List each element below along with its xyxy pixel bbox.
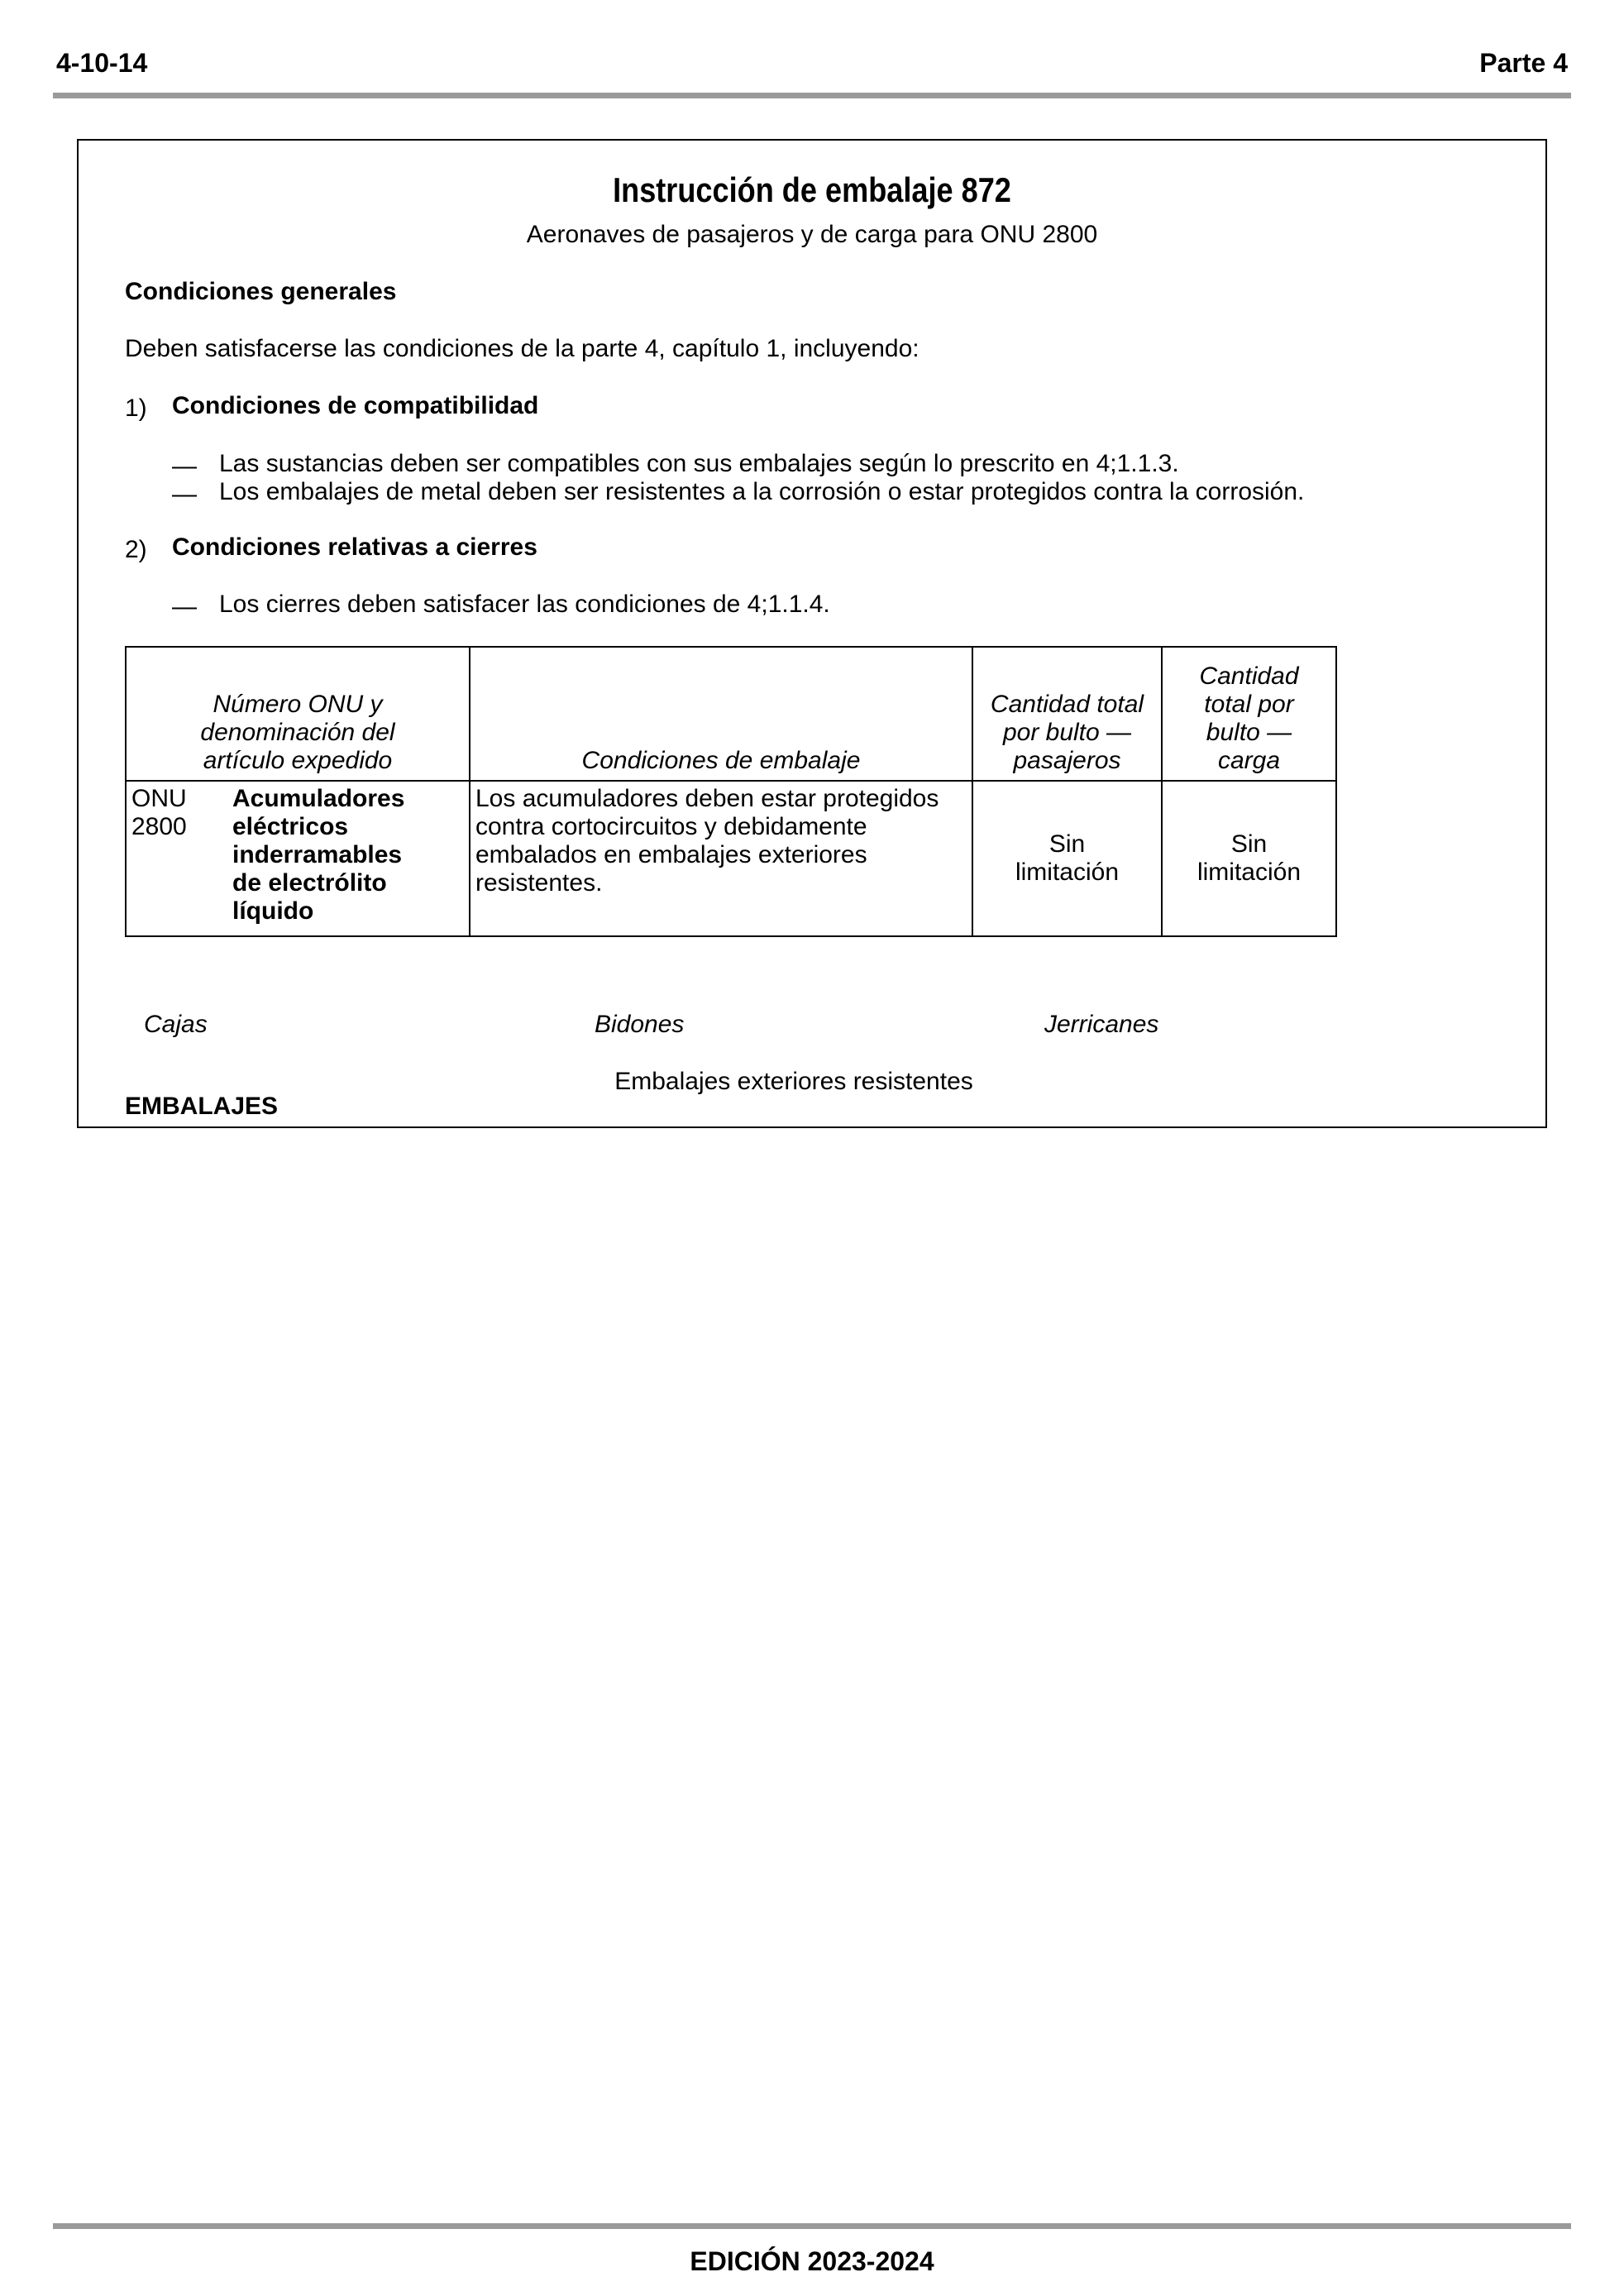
header-qty-cargo: Cantidad total por bulto — carga bbox=[1162, 647, 1336, 781]
section-1-heading: Condiciones de compatibilidad bbox=[172, 392, 539, 419]
packaging-jerricans: Jerricanes bbox=[1044, 1011, 1159, 1038]
packing-instruction-box bbox=[77, 139, 1547, 1128]
qty-passenger: Sin limitación bbox=[972, 781, 1162, 936]
general-conditions-heading: Condiciones generales bbox=[125, 278, 397, 305]
header-qty-passenger: Cantidad total por bulto — pasajeros bbox=[972, 647, 1162, 781]
qty-cargo: Sin limitación bbox=[1162, 781, 1336, 936]
packaging-drums: Bidones bbox=[595, 1011, 685, 1038]
section-1-item-2: Los embalajes de metal deben ser resistentes a la corrosión o estar protegidos contra la corrosión. bbox=[219, 478, 1305, 505]
article-name: Acumuladores eléctricos inderramables de electrólito líquido bbox=[232, 785, 405, 925]
packing-conditions-text: Los acumuladores deben estar protegidos contra cortocircuitos y debidamente embalados en embalajes exteriores resistentes. bbox=[470, 781, 972, 936]
section-1-item-1: Las sustancias deben ser compatibles con sus embalajes según lo prescrito en 4;1.1.3. bbox=[219, 450, 1179, 477]
section-2-dash-1: — bbox=[172, 593, 197, 620]
packaging-boxes: Cajas bbox=[144, 1011, 208, 1038]
general-conditions-intro: Deben satisfacerse las condiciones de la parte 4, capítulo 1, incluyendo: bbox=[125, 335, 919, 362]
part-label: Parte 4 bbox=[1479, 48, 1568, 78]
instruction-title: Instrucción de embalaje 872 bbox=[613, 170, 1011, 209]
header-packing-conditions: Condiciones de embalaje bbox=[470, 647, 972, 781]
outer-packagings: Embalajes exteriores resistentes bbox=[614, 1068, 973, 1095]
edition-footer: EDICIÓN 2023-2024 bbox=[690, 2246, 934, 2276]
page-number: 4-10-14 bbox=[56, 48, 148, 78]
un-cell bbox=[126, 781, 470, 936]
packagings-heading: EMBALAJES bbox=[125, 1093, 279, 1120]
section-1-dash-2: — bbox=[172, 481, 197, 508]
footer-rule bbox=[53, 2223, 1571, 2229]
table-header-row bbox=[126, 647, 1336, 781]
instruction-subtitle: Aeronaves de pasajeros y de carga para ONU 2800 bbox=[526, 221, 1098, 248]
section-2-item-1: Los cierres deben satisfacer las condiciones de 4;1.1.4. bbox=[219, 591, 830, 618]
section-2-heading: Condiciones relativas a cierres bbox=[172, 533, 537, 561]
packing-table bbox=[125, 646, 1337, 937]
section-2-number: 2) bbox=[125, 536, 147, 563]
header-rule bbox=[53, 93, 1571, 98]
un-number: ONU 2800 bbox=[131, 785, 187, 840]
table-row bbox=[126, 781, 1336, 936]
section-1-number: 1) bbox=[125, 395, 147, 422]
section-1-dash-1: — bbox=[172, 452, 197, 480]
header-un-number: Número ONU y denominación del artículo expedido bbox=[126, 647, 470, 781]
